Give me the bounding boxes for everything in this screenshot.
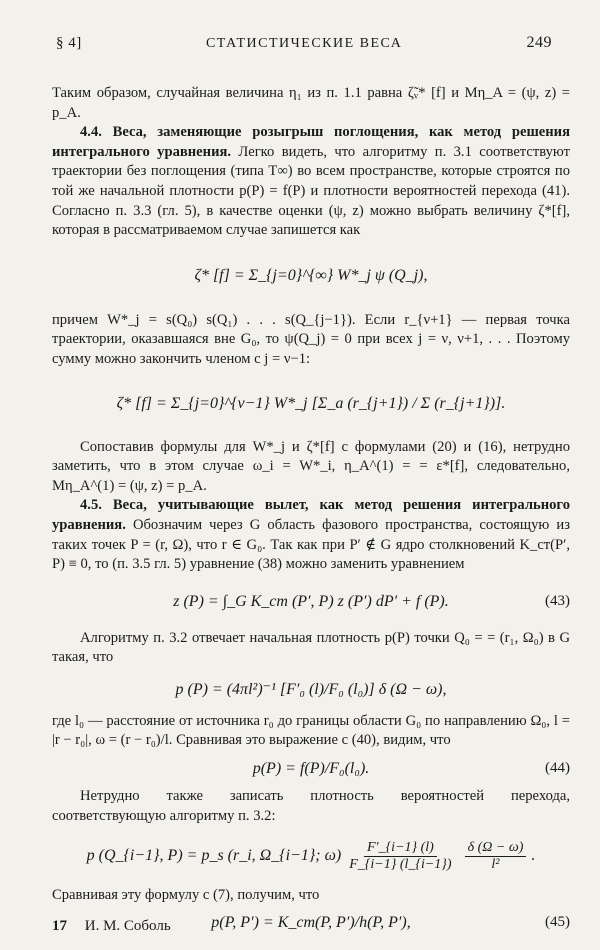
fraction-f-ratio [346, 840, 454, 873]
equation-number-44: (44) [545, 760, 570, 777]
formula-estimator [52, 245, 570, 307]
fraction-delta-ratio [465, 840, 527, 873]
section-4-5-body: Обозначим через G область фазового пространства, состоящую из таких точек P = (r, Ω), что r ∈ G₀. Так как при P′ ∉ G ядро столкновений K_ст(P′, P) ≡ 0, то (п. 3.5 гл. 5) уравнение (38) можно заменить уравнением [52, 516, 570, 573]
paragraph-distance: где l₀ — расстояние от источника r₀ до границы области G₀ по направлению Ω₀, l = |r − r₀|, ω = (r − r₀)/l. Сравнивая это выражение с (40), видим, что [52, 712, 570, 749]
section-4-5 [52, 496, 570, 574]
section-4-4 [52, 123, 570, 241]
section-marker: § 4] [56, 35, 82, 51]
signature-footer [52, 918, 171, 935]
paragraph-intro: Таким образом, случайная величина η₁ из п. 1.1 равна ζ̃ᵥ* [f] и Mη_A = (ψ, z) = p_A. [52, 85, 570, 121]
formula-43-text: z (P) = ∫_G K_ст (P′, P) z (P′) dP′ + f (P). [173, 592, 449, 610]
section-4-5-title: 4.5. Веса, учитывающие вылет, как метод решения интегрального уравнения. [52, 497, 570, 533]
author-name: И. М. Соболь [84, 918, 171, 934]
fraction-delta-numerator: δ (Ω − ω) [465, 840, 527, 857]
formula-initial-density [52, 672, 570, 708]
page-body [52, 84, 570, 940]
formula-initial-density-text: p (P) = (4πl²)⁻¹ [F′₀ (l)/F₀ (l₀)] δ (Ω − ω), [175, 681, 447, 699]
page-number: 249 [526, 34, 552, 51]
running-header [56, 34, 552, 52]
signature-number: 17 [52, 918, 67, 934]
formula-transition-left: p (Q_{i−1}, P) = p_s (r_i, Ω_{i−1}; ω) [86, 847, 342, 865]
running-title: СТАТИСТИЧЕСКИЕ ВЕСА [205, 36, 403, 51]
paragraph-weights: причем W*_j = s(Q₀) s(Q₁) . . . s(Q_{j−1}). Если r_{ν+1} — первая точка траектории, оказавшаяся вне G₀, то ψ(Q_j) = 0 при всех j = ν, ν+1, . . . Поэтому сумму можно закончить членом с j = ν−1: [52, 311, 570, 367]
formula-truncated-sum [52, 374, 570, 434]
section-4-4-title: 4.4. Веса, заменяющие розыгрыш поглощения, как метод решения интегрального уравнения. [52, 124, 570, 160]
paragraph-transition: Нетрудно также записать плотность вероятностей перехода, соответствующую алгоритму п. 3.2: [52, 788, 570, 824]
formula-transition-density [52, 830, 570, 882]
section-4-4-body: Легко видеть, что алгоритму п. 3.1 соответствуют траектории без поглощения (типа T∞) во всем пространстве, которые строятся по той же начальной плотности p(P) = f(P) и плотности вероятностей перехода (41). Согласно п. 3.3 (гл. 5), в качестве оценки (ψ, z) можно выбрать величину ζ*[f], которая в рассматриваемом случае запишется как [52, 143, 570, 239]
paragraph-compare-7: Сравнивая эту формулу с (7), получим, что [52, 887, 320, 904]
formula-truncated-sum-text: ζ* [f] = Σ_{j=0}^{ν−1} W*_j [Σ_a (r_{j+1}) / Σ (r_{j+1})]. [116, 394, 506, 412]
paragraph-initial-density: Алгоритму п. 3.2 отвечает начальная плотность p(P) точки Q₀ = = (r₁, Ω₀) в G такая, что [52, 629, 570, 666]
equation-number-45: (45) [545, 914, 570, 931]
formula-44-text: p(P) = f(P)/F₀(l₀). [252, 760, 370, 778]
fraction-delta-denominator: l² [491, 856, 500, 872]
formula-44 [52, 755, 570, 783]
paragraph-comparison: Сопоставив формулы для W*_j и ζ*[f] с формулами (20) и (16), нетрудно заметить, что в этом случае ω_i = W*_i, η_A^(1) = = ε*[f], следовательно, Mη_A^(1) = (ψ, z) = p_A. [52, 438, 570, 494]
fraction-f-numerator: F′_{i−1} (l) [364, 840, 437, 857]
fraction-f-denominator: F_{i−1} (l_{i−1}) [349, 856, 452, 872]
formula-estimator-text: ζ* [f] = Σ_{j=0}^{∞} W*_j ψ (Q_j), [194, 266, 428, 284]
equation-number-43: (43) [545, 592, 570, 609]
formula-45-text: p(P, P′) = K_ст(P, P′)/h(P, P′), [211, 914, 411, 932]
formula-period: . [531, 847, 536, 865]
formula-43 [52, 579, 570, 625]
